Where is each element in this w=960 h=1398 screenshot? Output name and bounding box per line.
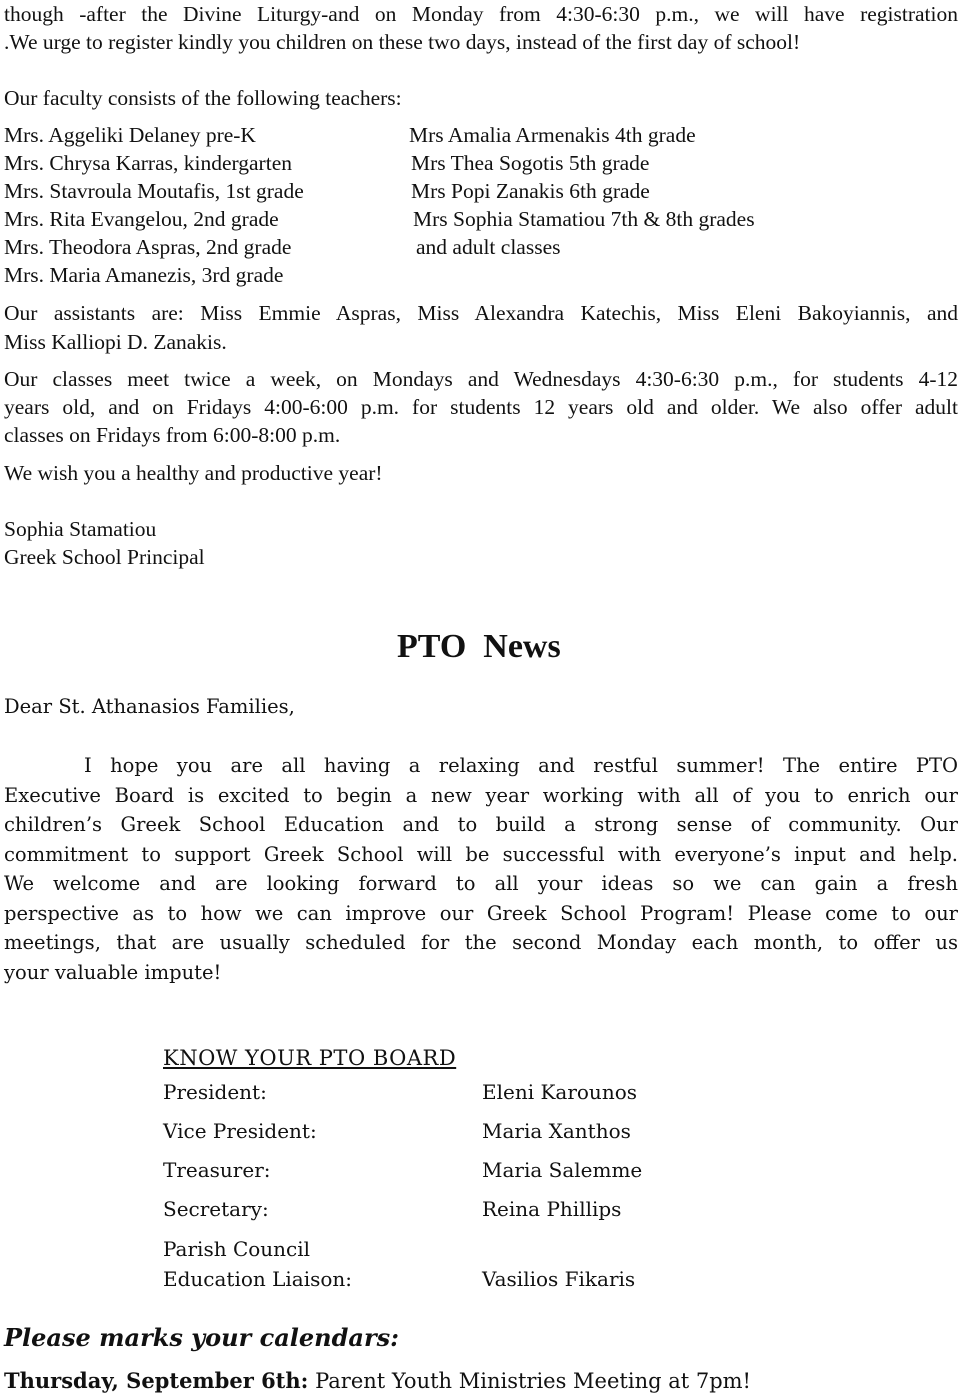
- classes-line-2: years old, and on Fridays 4:00-6:00 p.m. for students 12 years old and older. We also offer adult: [4, 395, 958, 419]
- board-role-president: President:: [163, 1080, 267, 1104]
- faculty-left-6: Mrs. Maria Amanezis, 3rd grade: [4, 263, 284, 287]
- pto-board-title: KNOW YOUR PTO BOARD: [163, 1046, 457, 1070]
- board-role-vice-president: Vice President:: [163, 1119, 317, 1143]
- pto-line-8: your valuable impute!: [4, 961, 222, 984]
- calendar-event-date: Thursday, September 6th:: [4, 1368, 309, 1393]
- calendar-event: [4, 1368, 751, 1393]
- assistants-line-1: Our assistants are: Miss Emmie Aspras, Miss Alexandra Katechis, Miss Eleni Bakoyiannis, and: [4, 301, 958, 325]
- board-name-treasurer: Maria Salemme: [482, 1158, 643, 1182]
- faculty-right-2: Mrs Thea Sogotis 5th grade: [411, 151, 650, 175]
- pto-line-6: perspective as to how we can improve our Greek School Program! Please come to our: [4, 902, 958, 925]
- pto-line-7: meetings, that are usually scheduled for the second Monday each month, to offer us: [4, 931, 958, 954]
- faculty-right-4: Mrs Sophia Stamatiou 7th & 8th grades: [413, 207, 755, 231]
- board-name-vice-president: Maria Xanthos: [482, 1119, 631, 1143]
- signature-name: Sophia Stamatiou: [4, 517, 157, 541]
- intro-line-2: .We urge to register kindly you children on these two days, instead of the first day of school!: [4, 30, 801, 54]
- signature-title: Greek School Principal: [4, 545, 205, 569]
- pto-line-2: Executive Board is excited to begin a new year working with all of you to enrich our: [4, 784, 958, 807]
- assistants-line-2: Miss Kalliopi D. Zanakis.: [4, 330, 227, 354]
- faculty-left-5: Mrs. Theodora Aspras, 2nd grade: [4, 235, 292, 259]
- faculty-right-3: Mrs Popi Zanakis 6th grade: [411, 179, 650, 203]
- calendar-title: Please marks your calendars:: [4, 1323, 399, 1352]
- pto-line-5: We welcome and are looking forward to all your ideas so we can gain a fresh: [4, 872, 958, 895]
- board-name-president: Eleni Karounos: [482, 1080, 637, 1104]
- faculty-right-5: and adult classes: [416, 235, 561, 259]
- classes-line-3: classes on Fridays from 6:00-8:00 p.m.: [4, 423, 341, 447]
- board-role-secretary: Secretary:: [163, 1197, 269, 1221]
- wish-line: We wish you a healthy and productive year!: [4, 461, 383, 485]
- pto-line-3: children’s Greek School Education and to build a strong sense of community. Our: [4, 813, 958, 836]
- faculty-right-1: Mrs Amalia Armenakis 4th grade: [409, 123, 696, 147]
- pto-line-4: commitment to support Greek School will be successful with everyone’s input and help.: [4, 843, 958, 866]
- classes-line-1: Our classes meet twice a week, on Mondays and Wednesdays 4:30-6:30 p.m., for students 4-12: [4, 367, 958, 391]
- calendar-event-text: Parent Youth Ministries Meeting at 7pm!: [308, 1369, 751, 1393]
- faculty-left-2: Mrs. Chrysa Karras, kindergarten: [4, 151, 292, 175]
- board-role-liaison-line-1: Parish Council: [163, 1237, 311, 1261]
- faculty-left-4: Mrs. Rita Evangelou, 2nd grade: [4, 207, 279, 231]
- board-name-liaison: Vasilios Fikaris: [482, 1267, 636, 1291]
- pto-salutation: Dear St. Athanasios Families,: [4, 695, 295, 718]
- faculty-intro: Our faculty consists of the following teachers:: [4, 86, 402, 110]
- pto-line-1: I hope you are all having a relaxing and restful summer! The entire PTO: [84, 754, 958, 777]
- pto-news-heading: PTO News: [397, 628, 561, 665]
- faculty-left-3: Mrs. Stavroula Moutafis, 1st grade: [4, 179, 304, 203]
- intro-line-1: though -after the Divine Liturgy-and on Monday from 4:30-6:30 p.m., we will have registration: [4, 2, 958, 26]
- board-role-treasurer: Treasurer:: [163, 1158, 271, 1182]
- board-role-liaison-line-2: Education Liaison:: [163, 1267, 353, 1291]
- faculty-left-1: Mrs. Aggeliki Delaney pre-K: [4, 123, 256, 147]
- board-name-secretary: Reina Phillips: [482, 1197, 622, 1221]
